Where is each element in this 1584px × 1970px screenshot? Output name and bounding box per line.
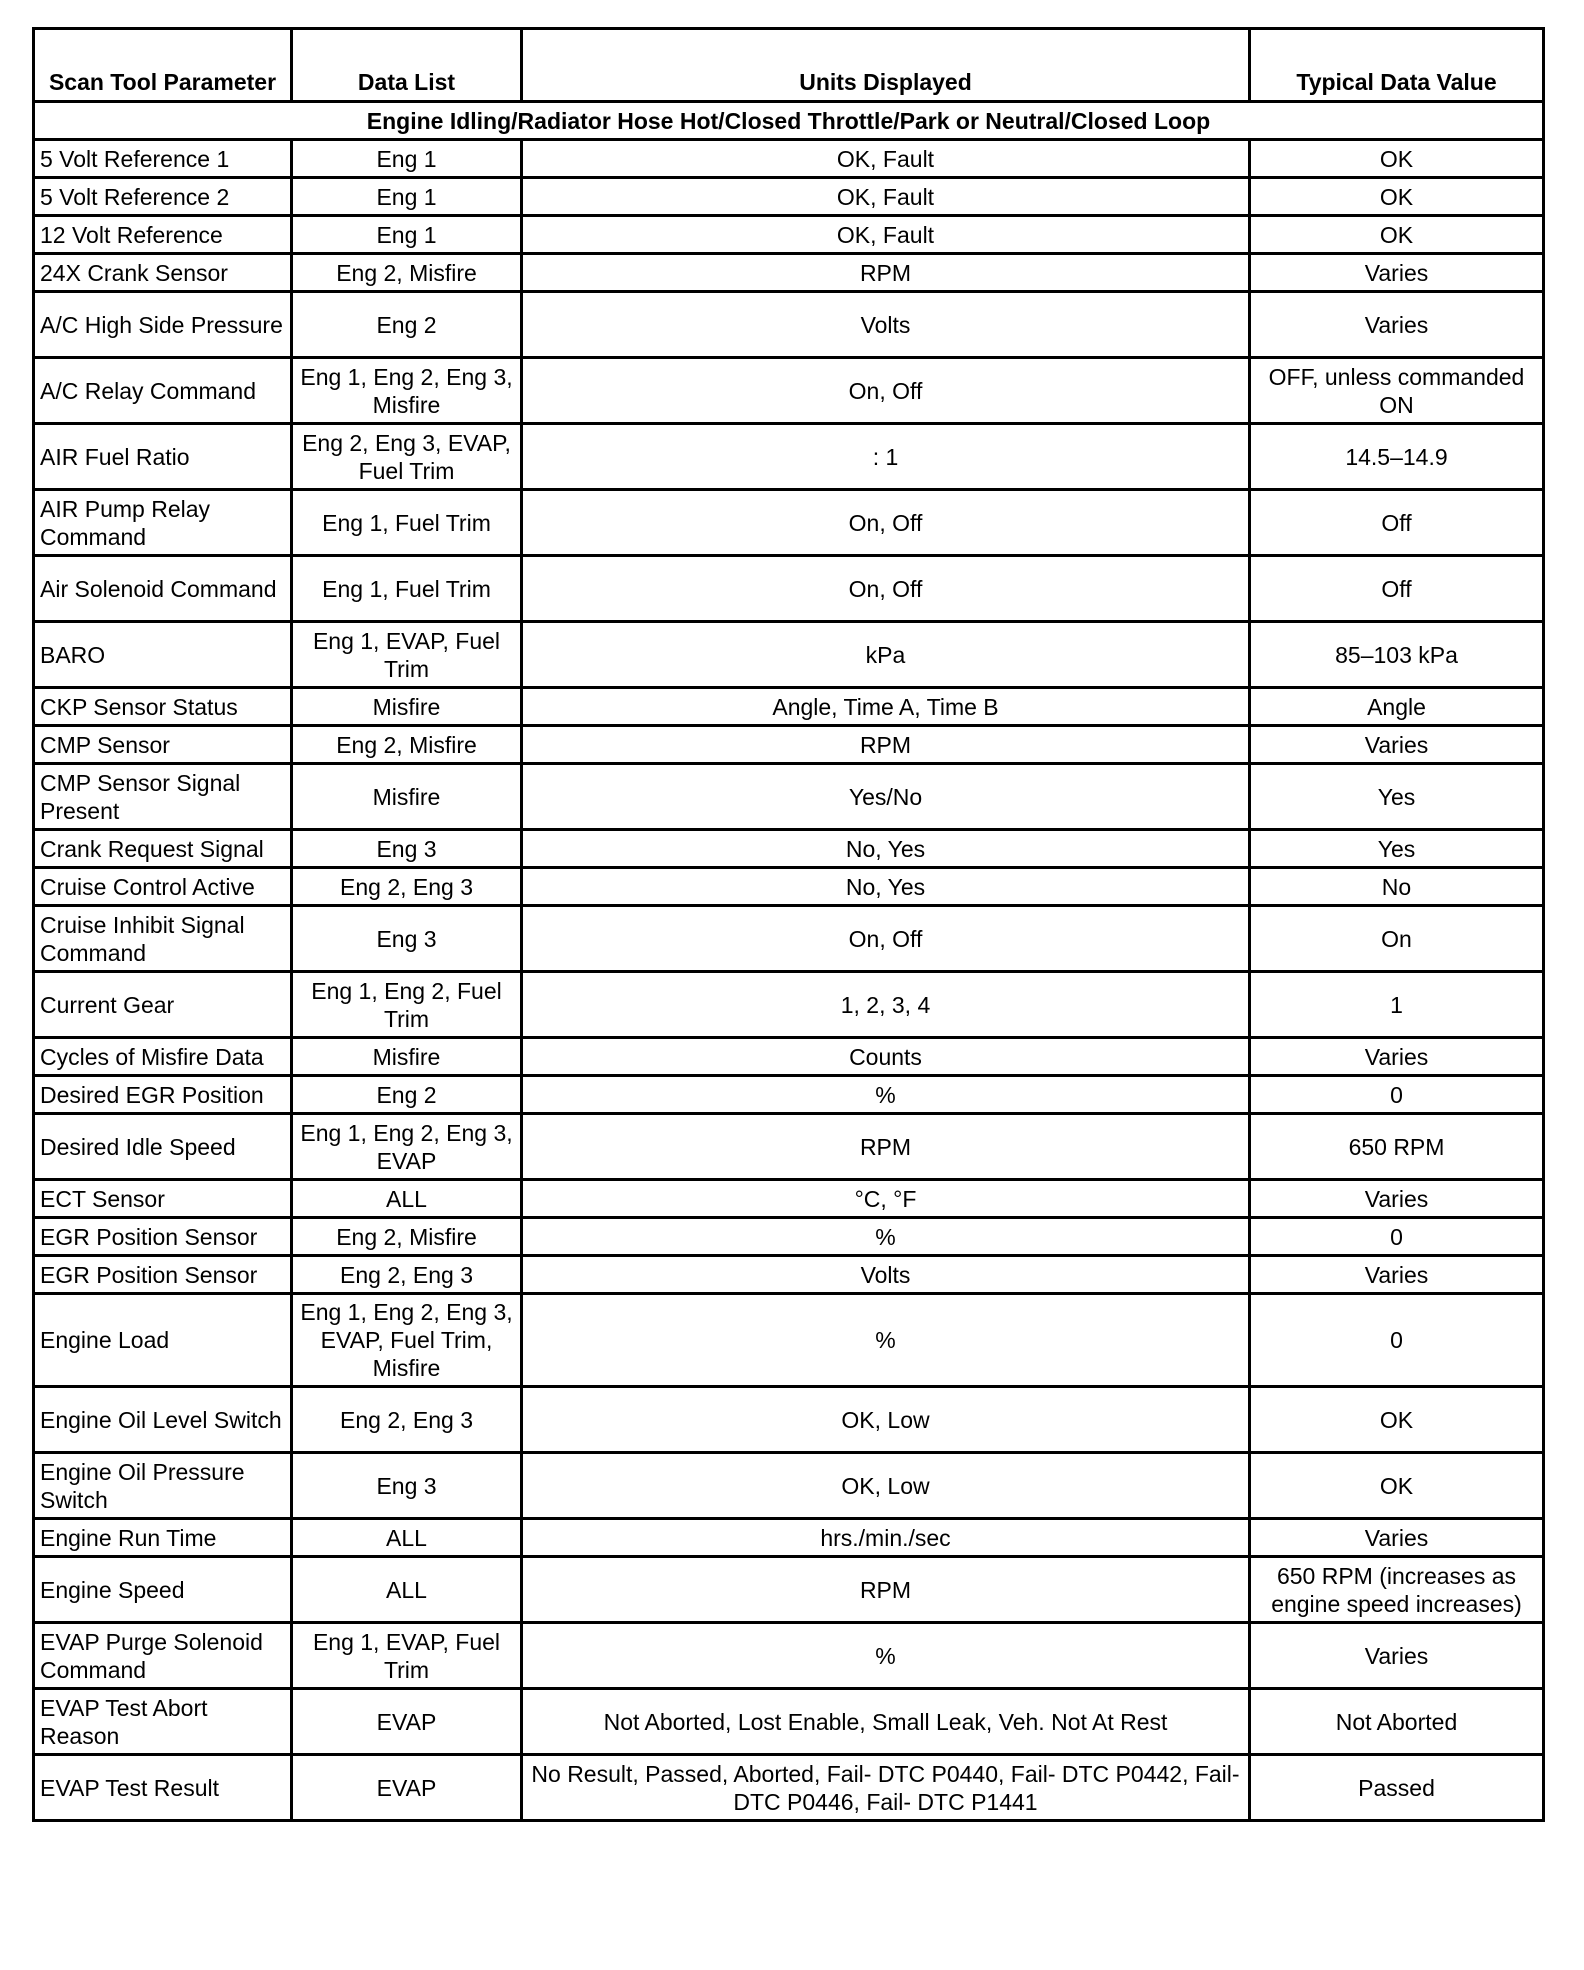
cell-data-list: Eng 1, Eng 2, Fuel Trim <box>292 972 522 1038</box>
table-row <box>34 490 1544 556</box>
table-row <box>34 292 1544 358</box>
cell-parameter: 24X Crank Sensor <box>34 254 292 292</box>
table-row <box>34 1453 1544 1519</box>
cell-data-list: Eng 3 <box>292 906 522 972</box>
table-row <box>34 1256 1544 1294</box>
cell-parameter: Engine Oil Pressure Switch <box>34 1453 292 1519</box>
table-row <box>34 140 1544 178</box>
cell-units: Yes/No <box>522 764 1250 830</box>
cell-units: OK, Fault <box>522 178 1250 216</box>
table-row <box>34 1114 1544 1180</box>
table-row <box>34 1755 1544 1821</box>
cell-parameter: Engine Run Time <box>34 1519 292 1557</box>
cell-typical: Yes <box>1250 830 1544 868</box>
cell-units: OK, Low <box>522 1387 1250 1453</box>
scan-tool-data-table-container <box>32 27 1542 1822</box>
cell-data-list: Eng 1 <box>292 216 522 254</box>
cell-typical: OK <box>1250 140 1544 178</box>
cell-units: RPM <box>522 726 1250 764</box>
cell-units: On, Off <box>522 556 1250 622</box>
cell-units: No, Yes <box>522 868 1250 906</box>
cell-data-list: Eng 1, Eng 2, Eng 3, EVAP <box>292 1114 522 1180</box>
condition-text: Engine Idling/Radiator Hose Hot/Closed Throttle/Park or Neutral/Closed Loop <box>34 102 1544 140</box>
cell-typical: Angle <box>1250 688 1544 726</box>
cell-parameter: AIR Pump Relay Command <box>34 490 292 556</box>
cell-units: Volts <box>522 1256 1250 1294</box>
table-row <box>34 1519 1544 1557</box>
cell-units: Counts <box>522 1038 1250 1076</box>
cell-data-list: Eng 1 <box>292 178 522 216</box>
cell-parameter: Air Solenoid Command <box>34 556 292 622</box>
cell-data-list: Eng 2, Eng 3 <box>292 868 522 906</box>
cell-parameter: Engine Speed <box>34 1557 292 1623</box>
table-row <box>34 830 1544 868</box>
cell-data-list: Misfire <box>292 764 522 830</box>
cell-parameter: Cruise Inhibit Signal Command <box>34 906 292 972</box>
table-row <box>34 1294 1544 1387</box>
cell-units: hrs./min./sec <box>522 1519 1250 1557</box>
cell-typical: 650 RPM (increases as engine speed increases) <box>1250 1557 1544 1623</box>
cell-units: RPM <box>522 254 1250 292</box>
cell-typical: Varies <box>1250 1180 1544 1218</box>
cell-units: Volts <box>522 292 1250 358</box>
table-row <box>34 868 1544 906</box>
cell-parameter: Desired EGR Position <box>34 1076 292 1114</box>
table-row <box>34 972 1544 1038</box>
cell-typical: On <box>1250 906 1544 972</box>
table-row <box>34 358 1544 424</box>
cell-typical: Off <box>1250 490 1544 556</box>
cell-parameter: AIR Fuel Ratio <box>34 424 292 490</box>
table-row <box>34 1623 1544 1689</box>
cell-typical: 0 <box>1250 1294 1544 1387</box>
cell-parameter: Current Gear <box>34 972 292 1038</box>
table-row <box>34 216 1544 254</box>
cell-typical: Varies <box>1250 1623 1544 1689</box>
cell-units: °C, °F <box>522 1180 1250 1218</box>
table-row <box>34 1180 1544 1218</box>
cell-data-list: ALL <box>292 1519 522 1557</box>
cell-parameter: EGR Position Sensor <box>34 1218 292 1256</box>
table-row <box>34 622 1544 688</box>
cell-data-list: Eng 2, Eng 3 <box>292 1387 522 1453</box>
table-row <box>34 556 1544 622</box>
cell-units: 1, 2, 3, 4 <box>522 972 1250 1038</box>
table-row <box>34 1689 1544 1755</box>
cell-parameter: EGR Position Sensor <box>34 1256 292 1294</box>
cell-parameter: Cycles of Misfire Data <box>34 1038 292 1076</box>
cell-data-list: Eng 1, Eng 2, Eng 3, EVAP, Fuel Trim, Misfire <box>292 1294 522 1387</box>
cell-typical: Not Aborted <box>1250 1689 1544 1755</box>
cell-typical: OK <box>1250 178 1544 216</box>
table-row <box>34 764 1544 830</box>
cell-typical: OK <box>1250 216 1544 254</box>
cell-data-list: Eng 2 <box>292 292 522 358</box>
cell-units: Not Aborted, Lost Enable, Small Leak, Veh. Not At Rest <box>522 1689 1250 1755</box>
header-units: Units Displayed <box>522 29 1250 102</box>
cell-data-list: Eng 2, Eng 3 <box>292 1256 522 1294</box>
table-row <box>34 688 1544 726</box>
cell-parameter: A/C High Side Pressure <box>34 292 292 358</box>
cell-units: On, Off <box>522 358 1250 424</box>
cell-data-list: Eng 3 <box>292 830 522 868</box>
table-row <box>34 178 1544 216</box>
table-row <box>34 726 1544 764</box>
cell-data-list: Eng 2 <box>292 1076 522 1114</box>
cell-parameter: Engine Load <box>34 1294 292 1387</box>
table-row <box>34 1387 1544 1453</box>
cell-units: OK, Fault <box>522 216 1250 254</box>
cell-parameter: ECT Sensor <box>34 1180 292 1218</box>
cell-units: On, Off <box>522 490 1250 556</box>
table-row <box>34 424 1544 490</box>
cell-typical: Varies <box>1250 254 1544 292</box>
cell-typical: OK <box>1250 1387 1544 1453</box>
cell-typical: Varies <box>1250 1038 1544 1076</box>
cell-parameter: EVAP Purge Solenoid Command <box>34 1623 292 1689</box>
cell-units: kPa <box>522 622 1250 688</box>
cell-data-list: Misfire <box>292 1038 522 1076</box>
table-row <box>34 1218 1544 1256</box>
cell-typical: OFF, unless commanded ON <box>1250 358 1544 424</box>
cell-parameter: CMP Sensor <box>34 726 292 764</box>
cell-data-list: EVAP <box>292 1755 522 1821</box>
cell-data-list: Eng 2, Misfire <box>292 1218 522 1256</box>
cell-units: % <box>522 1076 1250 1114</box>
cell-data-list: Eng 1 <box>292 140 522 178</box>
cell-parameter: CMP Sensor Signal Present <box>34 764 292 830</box>
cell-typical: Varies <box>1250 1256 1544 1294</box>
cell-typical: 0 <box>1250 1076 1544 1114</box>
cell-parameter: BARO <box>34 622 292 688</box>
cell-typical: 0 <box>1250 1218 1544 1256</box>
cell-parameter: Cruise Control Active <box>34 868 292 906</box>
cell-data-list: EVAP <box>292 1689 522 1755</box>
cell-typical: Passed <box>1250 1755 1544 1821</box>
scan-tool-data-table <box>32 27 1545 1822</box>
cell-parameter: EVAP Test Abort Reason <box>34 1689 292 1755</box>
cell-parameter: A/C Relay Command <box>34 358 292 424</box>
cell-data-list: Eng 2, Misfire <box>292 726 522 764</box>
cell-data-list: ALL <box>292 1557 522 1623</box>
table-row <box>34 1038 1544 1076</box>
cell-data-list: Misfire <box>292 688 522 726</box>
cell-typical: Off <box>1250 556 1544 622</box>
cell-data-list: Eng 2, Eng 3, EVAP, Fuel Trim <box>292 424 522 490</box>
table-row <box>34 254 1544 292</box>
cell-typical: Varies <box>1250 1519 1544 1557</box>
cell-data-list: Eng 2, Misfire <box>292 254 522 292</box>
cell-units: On, Off <box>522 906 1250 972</box>
cell-typical: Varies <box>1250 726 1544 764</box>
table-row <box>34 906 1544 972</box>
cell-data-list: ALL <box>292 1180 522 1218</box>
cell-parameter: 12 Volt Reference <box>34 216 292 254</box>
cell-data-list: Eng 1, Fuel Trim <box>292 490 522 556</box>
cell-units: No, Yes <box>522 830 1250 868</box>
cell-typical: 1 <box>1250 972 1544 1038</box>
cell-typical: 650 RPM <box>1250 1114 1544 1180</box>
header-row <box>34 29 1544 102</box>
header-data-list: Data List <box>292 29 522 102</box>
cell-units: % <box>522 1623 1250 1689</box>
cell-parameter: 5 Volt Reference 2 <box>34 178 292 216</box>
condition-row <box>34 102 1544 140</box>
cell-units: RPM <box>522 1557 1250 1623</box>
cell-data-list: Eng 1, EVAP, Fuel Trim <box>292 622 522 688</box>
cell-data-list: Eng 1, EVAP, Fuel Trim <box>292 1623 522 1689</box>
cell-parameter: Crank Request Signal <box>34 830 292 868</box>
cell-typical: 14.5–14.9 <box>1250 424 1544 490</box>
cell-data-list: Eng 1, Fuel Trim <box>292 556 522 622</box>
cell-units: % <box>522 1294 1250 1387</box>
cell-data-list: Eng 1, Eng 2, Eng 3, Misfire <box>292 358 522 424</box>
cell-units: Angle, Time A, Time B <box>522 688 1250 726</box>
header-typical: Typical Data Value <box>1250 29 1544 102</box>
cell-parameter: Engine Oil Level Switch <box>34 1387 292 1453</box>
cell-data-list: Eng 3 <box>292 1453 522 1519</box>
table-row <box>34 1076 1544 1114</box>
cell-units: OK, Fault <box>522 140 1250 178</box>
cell-typical: Yes <box>1250 764 1544 830</box>
cell-parameter: Desired Idle Speed <box>34 1114 292 1180</box>
cell-parameter: CKP Sensor Status <box>34 688 292 726</box>
cell-typical: OK <box>1250 1453 1544 1519</box>
cell-typical: Varies <box>1250 292 1544 358</box>
table-row <box>34 1557 1544 1623</box>
cell-typical: 85–103 kPa <box>1250 622 1544 688</box>
cell-typical: No <box>1250 868 1544 906</box>
cell-units: RPM <box>522 1114 1250 1180</box>
cell-parameter: EVAP Test Result <box>34 1755 292 1821</box>
cell-units: No Result, Passed, Aborted, Fail- DTC P0440, Fail- DTC P0442, Fail- DTC P0446, Fail- DTC P1441 <box>522 1755 1250 1821</box>
cell-units: % <box>522 1218 1250 1256</box>
cell-units: : 1 <box>522 424 1250 490</box>
cell-parameter: 5 Volt Reference 1 <box>34 140 292 178</box>
cell-units: OK, Low <box>522 1453 1250 1519</box>
header-parameter: Scan Tool Parameter <box>34 29 292 102</box>
